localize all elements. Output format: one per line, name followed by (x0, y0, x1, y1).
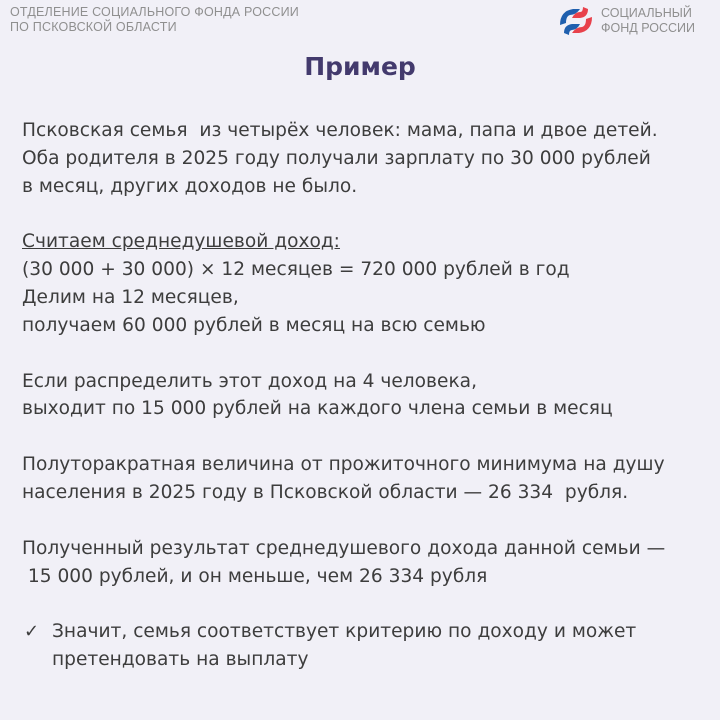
text-line: Делим на 12 месяцев, (22, 286, 239, 308)
text-line: Оба родителя в 2025 году получали зарплату по 30 000 рублей (22, 147, 651, 169)
paragraph-per-person (22, 368, 712, 424)
paragraph-minimum (22, 451, 712, 507)
calculation-heading: Считаем среднедушевой доход: (22, 231, 340, 253)
text-line: Если распределить этот доход на 4 человека, (22, 370, 477, 392)
text-line: 15 000 рублей, и он меньше, чем 26 334 рубля (22, 565, 488, 587)
text-line: населения в 2025 году в Псковской области — 26 334 рубля. (22, 481, 629, 503)
text-line: (30 000 + 30 000) × 12 месяцев = 720 000 рублей в год (22, 259, 570, 281)
organization-line-2: ПО ПСКОВСКОЙ ОБЛАСТИ (10, 20, 177, 34)
text-line: Полученный результат среднедушевого дохода данной семьи — (22, 537, 666, 559)
sfr-logo (556, 3, 695, 39)
paragraph-calculation (22, 228, 712, 339)
page-title: Пример (304, 52, 416, 81)
organization-name (10, 5, 299, 35)
conclusion-text (52, 618, 636, 674)
text-line: Полуторакратная величина от прожиточного минимума на душу (22, 454, 665, 476)
paragraph-family (22, 117, 712, 200)
conclusion (22, 618, 712, 674)
logo-text (601, 6, 695, 36)
text-line: выходит по 15 000 рублей на каждого члена семьи в месяц (22, 398, 613, 420)
logo-text-line-1: СОЦИАЛЬНЫЙ (601, 6, 692, 20)
text-line: Псковская семья из четырёх человек: мама, папа и двое детей. (22, 120, 658, 141)
sfr-logo-icon (556, 3, 596, 39)
example-body (22, 117, 712, 674)
text-line: получаем 60 000 рублей в месяц на всю семью (22, 314, 486, 336)
paragraph-result (22, 535, 712, 591)
text-line: в месяц, других доходов не было. (22, 175, 358, 197)
text-line: претендовать на выплату (52, 649, 309, 671)
checkmark-icon: ✓ (24, 621, 40, 643)
text-line: Значит, семья соответствует критерию по доходу и может (52, 621, 637, 643)
logo-text-line-2: ФОНД РОССИИ (601, 21, 696, 35)
organization-line-1: ОТДЕЛЕНИЕ СОЦИАЛЬНОГО ФОНДА РОССИИ (10, 5, 299, 19)
